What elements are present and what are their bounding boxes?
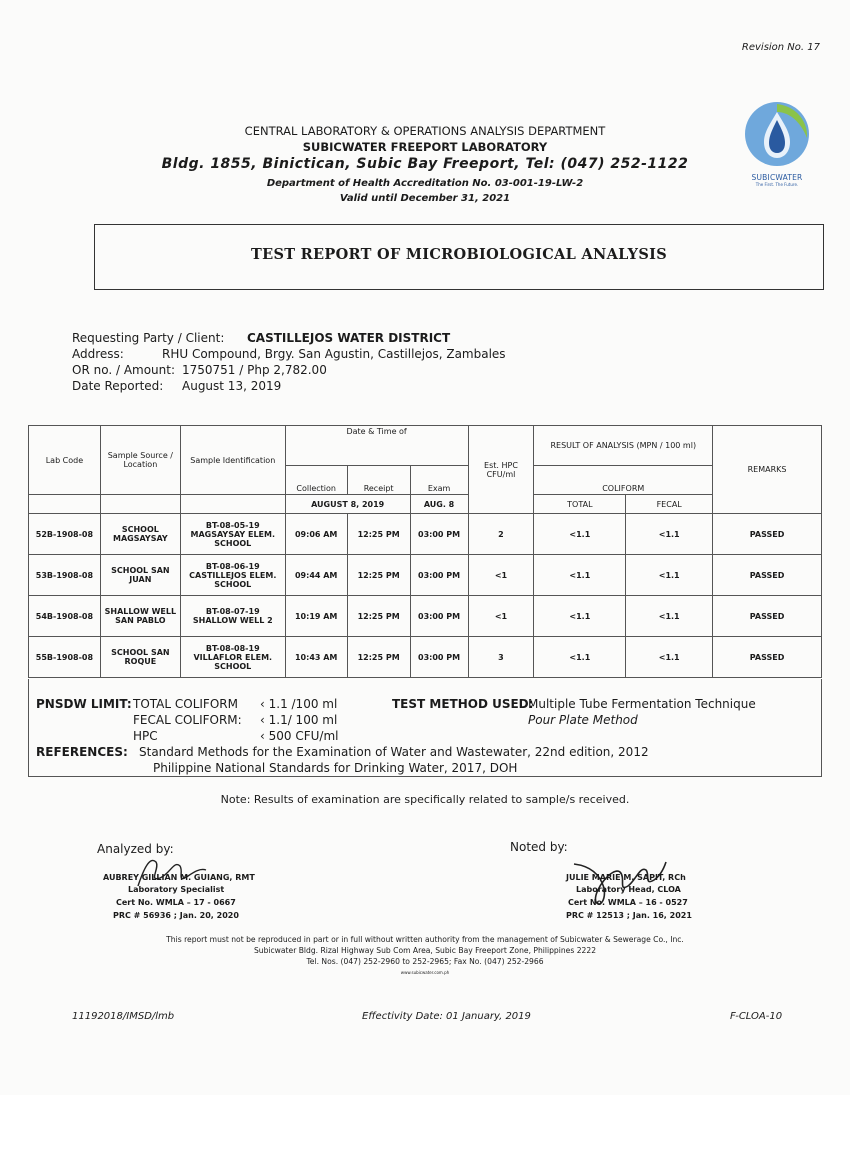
header-est-hpc: Est. HPC CFU/ml [468,426,534,514]
table-row [29,555,822,596]
report-title: TEST REPORT OF MICROBIOLOGICAL ANALYSIS [251,246,667,263]
date-reported-value: August 13, 2019 [182,379,282,393]
lab-code-cell: 52B-1908-08 [29,514,101,555]
source-cell: SHALLOW WELL SAN PABLO [100,596,180,637]
header-coliform: COLIFORM [534,466,713,495]
analyst-name: AUBREY GILLIAN M. GUIANG, RMT [103,873,255,882]
or-value: 1750751 / Php 2,782.00 [182,363,327,377]
laboratory-address: Bldg. 1855, Binictican, Subic Bay Freeport, Tel: (047) 252-1122 [161,156,689,172]
source-cell: SCHOOL SAN ROQUE [100,637,180,678]
laboratory-name: SUBICWATER FREEPORT LABORATORY [302,140,548,154]
source-cell: SCHOOL SAN JUAN [100,555,180,596]
test-method-label: TEST METHOD USED: [392,697,534,711]
analyst-prc: PRC # 56936 ; Jan. 20, 2020 [113,911,239,920]
reference-1: Standard Methods for the Examination of Water and Wastewater, 22nd edition, 2012 [139,745,649,759]
remarks-cell: PASSED [713,514,822,555]
header-total: TOTAL [534,495,626,514]
test-method-2: Pour Plate Method [528,713,638,727]
total-coliform-limit-value: ‹ 1.1 /100 ml [260,697,338,711]
form-number: F-CLOA-10 [730,1011,783,1022]
blank-cell [180,495,285,514]
receipt-cell: 12:25 PM [347,596,410,637]
fecal-coliform-limit-value: ‹ 1.1/ 100 ml [260,713,338,727]
fecal-coliform-cell: <1.1 [626,596,713,637]
address-value: RHU Compound, Brgy. San Agustin, Castillejos, Zambales [162,347,506,361]
fecal-coliform-cell: <1.1 [626,637,713,678]
hpc-cell: <1 [468,555,534,596]
lab-head-title: Laboratory Head, CLOA [576,885,681,894]
header-fecal: FECAL [626,495,713,514]
lab-code-cell: 54B-1908-08 [29,596,101,637]
hpc-limit-value: ‹ 500 CFU/ml [260,729,339,743]
header-result: RESULT OF ANALYSIS (MPN / 100 ml) [534,426,713,466]
header-lab-code: Lab Code [29,426,101,495]
analyst-title: Laboratory Specialist [128,885,225,894]
ident-cell: BT-08-05-19 MAGSAYSAY ELEM. SCHOOL [180,514,285,555]
fecal-coliform-cell: <1.1 [626,555,713,596]
reference-2: Philippine National Standards for Drinking Water, 2017, DOH [153,761,518,775]
table-row [29,514,822,555]
logo-tagline: The First. The Future. [755,182,799,187]
analyzed-by-label: Analyzed by: [97,842,174,856]
header-date-time: Date & Time of [285,426,468,466]
fecal-coliform-cell: <1.1 [626,514,713,555]
hpc-limit-label: HPC [133,729,158,743]
exam-cell: 03:00 PM [410,637,468,678]
remarks-cell: PASSED [713,555,822,596]
exam-cell: 03:00 PM [410,514,468,555]
accreditation-validity: Valid until December 31, 2021 [339,193,511,204]
remarks-cell: PASSED [713,596,822,637]
total-coliform-limit-label: TOTAL COLIFORM [133,697,238,711]
exam-cell: 03:00 PM [410,596,468,637]
lab-head-cert: Cert No. WMLA – 16 - 0527 [568,898,688,907]
header-sample-identification: Sample Identification [180,426,285,495]
header-exam: Exam [410,466,468,495]
lab-code-cell: 53B-1908-08 [29,555,101,596]
collection-cell: 09:06 AM [285,514,347,555]
results-table [28,425,822,678]
collection-cell: 10:43 AM [285,637,347,678]
footer-website: www.subicwater.com.ph [400,970,450,975]
receipt-cell: 12:25 PM [347,514,410,555]
footer-disclaimer: This report must not be reproduced in part or in full without written authority from the management of Subicwater & Sewerage Co., Inc. [166,935,684,944]
lab-head-prc: PRC # 12513 ; Jan. 16, 2021 [566,911,692,920]
pnsdw-limit-label: PNSDW LIMIT: [36,697,132,711]
hpc-cell: 3 [468,637,534,678]
fecal-coliform-limit-label: FECAL COLIFORM: [133,713,242,727]
client-row [72,331,450,345]
header-sample-source: Sample Source / Location [100,426,180,495]
exam-cell: 03:00 PM [410,555,468,596]
header-collection: Collection [285,466,347,495]
source-cell: SCHOOL MAGSAYSAY [100,514,180,555]
receipt-cell: 12:25 PM [347,555,410,596]
logo-text: SUBICWATER [751,173,803,182]
header-remarks: REMARKS [713,426,822,514]
or-label: OR no. / Amount: [72,363,176,377]
test-method-1: Multiple Tube Fermentation Technique [528,697,756,711]
blank-cell [100,495,180,514]
header-receipt: Receipt [347,466,410,495]
footer-address: Subicwater Bldg. Rizal Highway Sub Com Area, Subic Bay Freeport Zone, Philippines 2222 [253,946,597,955]
date-reported-label: Date Reported: [72,379,164,393]
collection-cell: 09:44 AM [285,555,347,596]
hpc-cell: 2 [468,514,534,555]
total-coliform-cell: <1.1 [534,555,626,596]
effectivity-date: Effectivity Date: 01 January, 2019 [362,1011,531,1022]
client-label: Requesting Party / Client: [72,331,225,345]
blank-cell [29,495,101,514]
analyst-cert: Cert No. WMLA – 17 - 0667 [116,898,236,907]
lab-head-name: JULIE MARIE M. SAPIT, RCh [566,873,686,882]
exam-date: AUG. 8 [410,495,468,514]
client-value: CASTILLEJOS WATER DISTRICT [247,331,451,345]
table-row [29,637,822,678]
noted-by-label: Noted by: [510,840,568,854]
ident-cell: BT-08-07-19 SHALLOW WELL 2 [180,596,285,637]
ident-cell: BT-08-08-19 VILLAFLOR ELEM. SCHOOL [180,637,285,678]
results-note: Note: Results of examination are specifically related to sample/s received. [220,793,630,806]
total-coliform-cell: <1.1 [534,514,626,555]
footer-phone: Tel. Nos. (047) 252-2960 to 252-2965; Fax No. (047) 252-2966 [306,957,544,966]
table-row [29,596,822,637]
accreditation-number: Department of Health Accreditation No. 03-001-19-LW-2 [266,178,584,189]
lab-code-cell: 55B-1908-08 [29,637,101,678]
collection-cell: 10:19 AM [285,596,347,637]
total-coliform-cell: <1.1 [534,637,626,678]
hpc-cell: <1 [468,596,534,637]
department-name: CENTRAL LABORATORY & OPERATIONS ANALYSIS DEPARTMENT [244,124,606,138]
collection-receipt-date: AUGUST 8, 2019 [285,495,410,514]
remarks-cell: PASSED [713,637,822,678]
address-label: Address: [72,347,124,361]
receipt-cell: 12:25 PM [347,637,410,678]
document-code: 11192018/IMSD/lmb [72,1011,175,1022]
revision-number: Revision No. 17 [741,42,820,53]
address-row [72,347,506,361]
ident-cell: BT-08-06-19 CASTILLEJOS ELEM. SCHOOL [180,555,285,596]
or-row [72,363,327,377]
references-label: REFERENCES: [36,745,128,759]
total-coliform-cell: <1.1 [534,596,626,637]
date-reported-row [72,379,281,393]
